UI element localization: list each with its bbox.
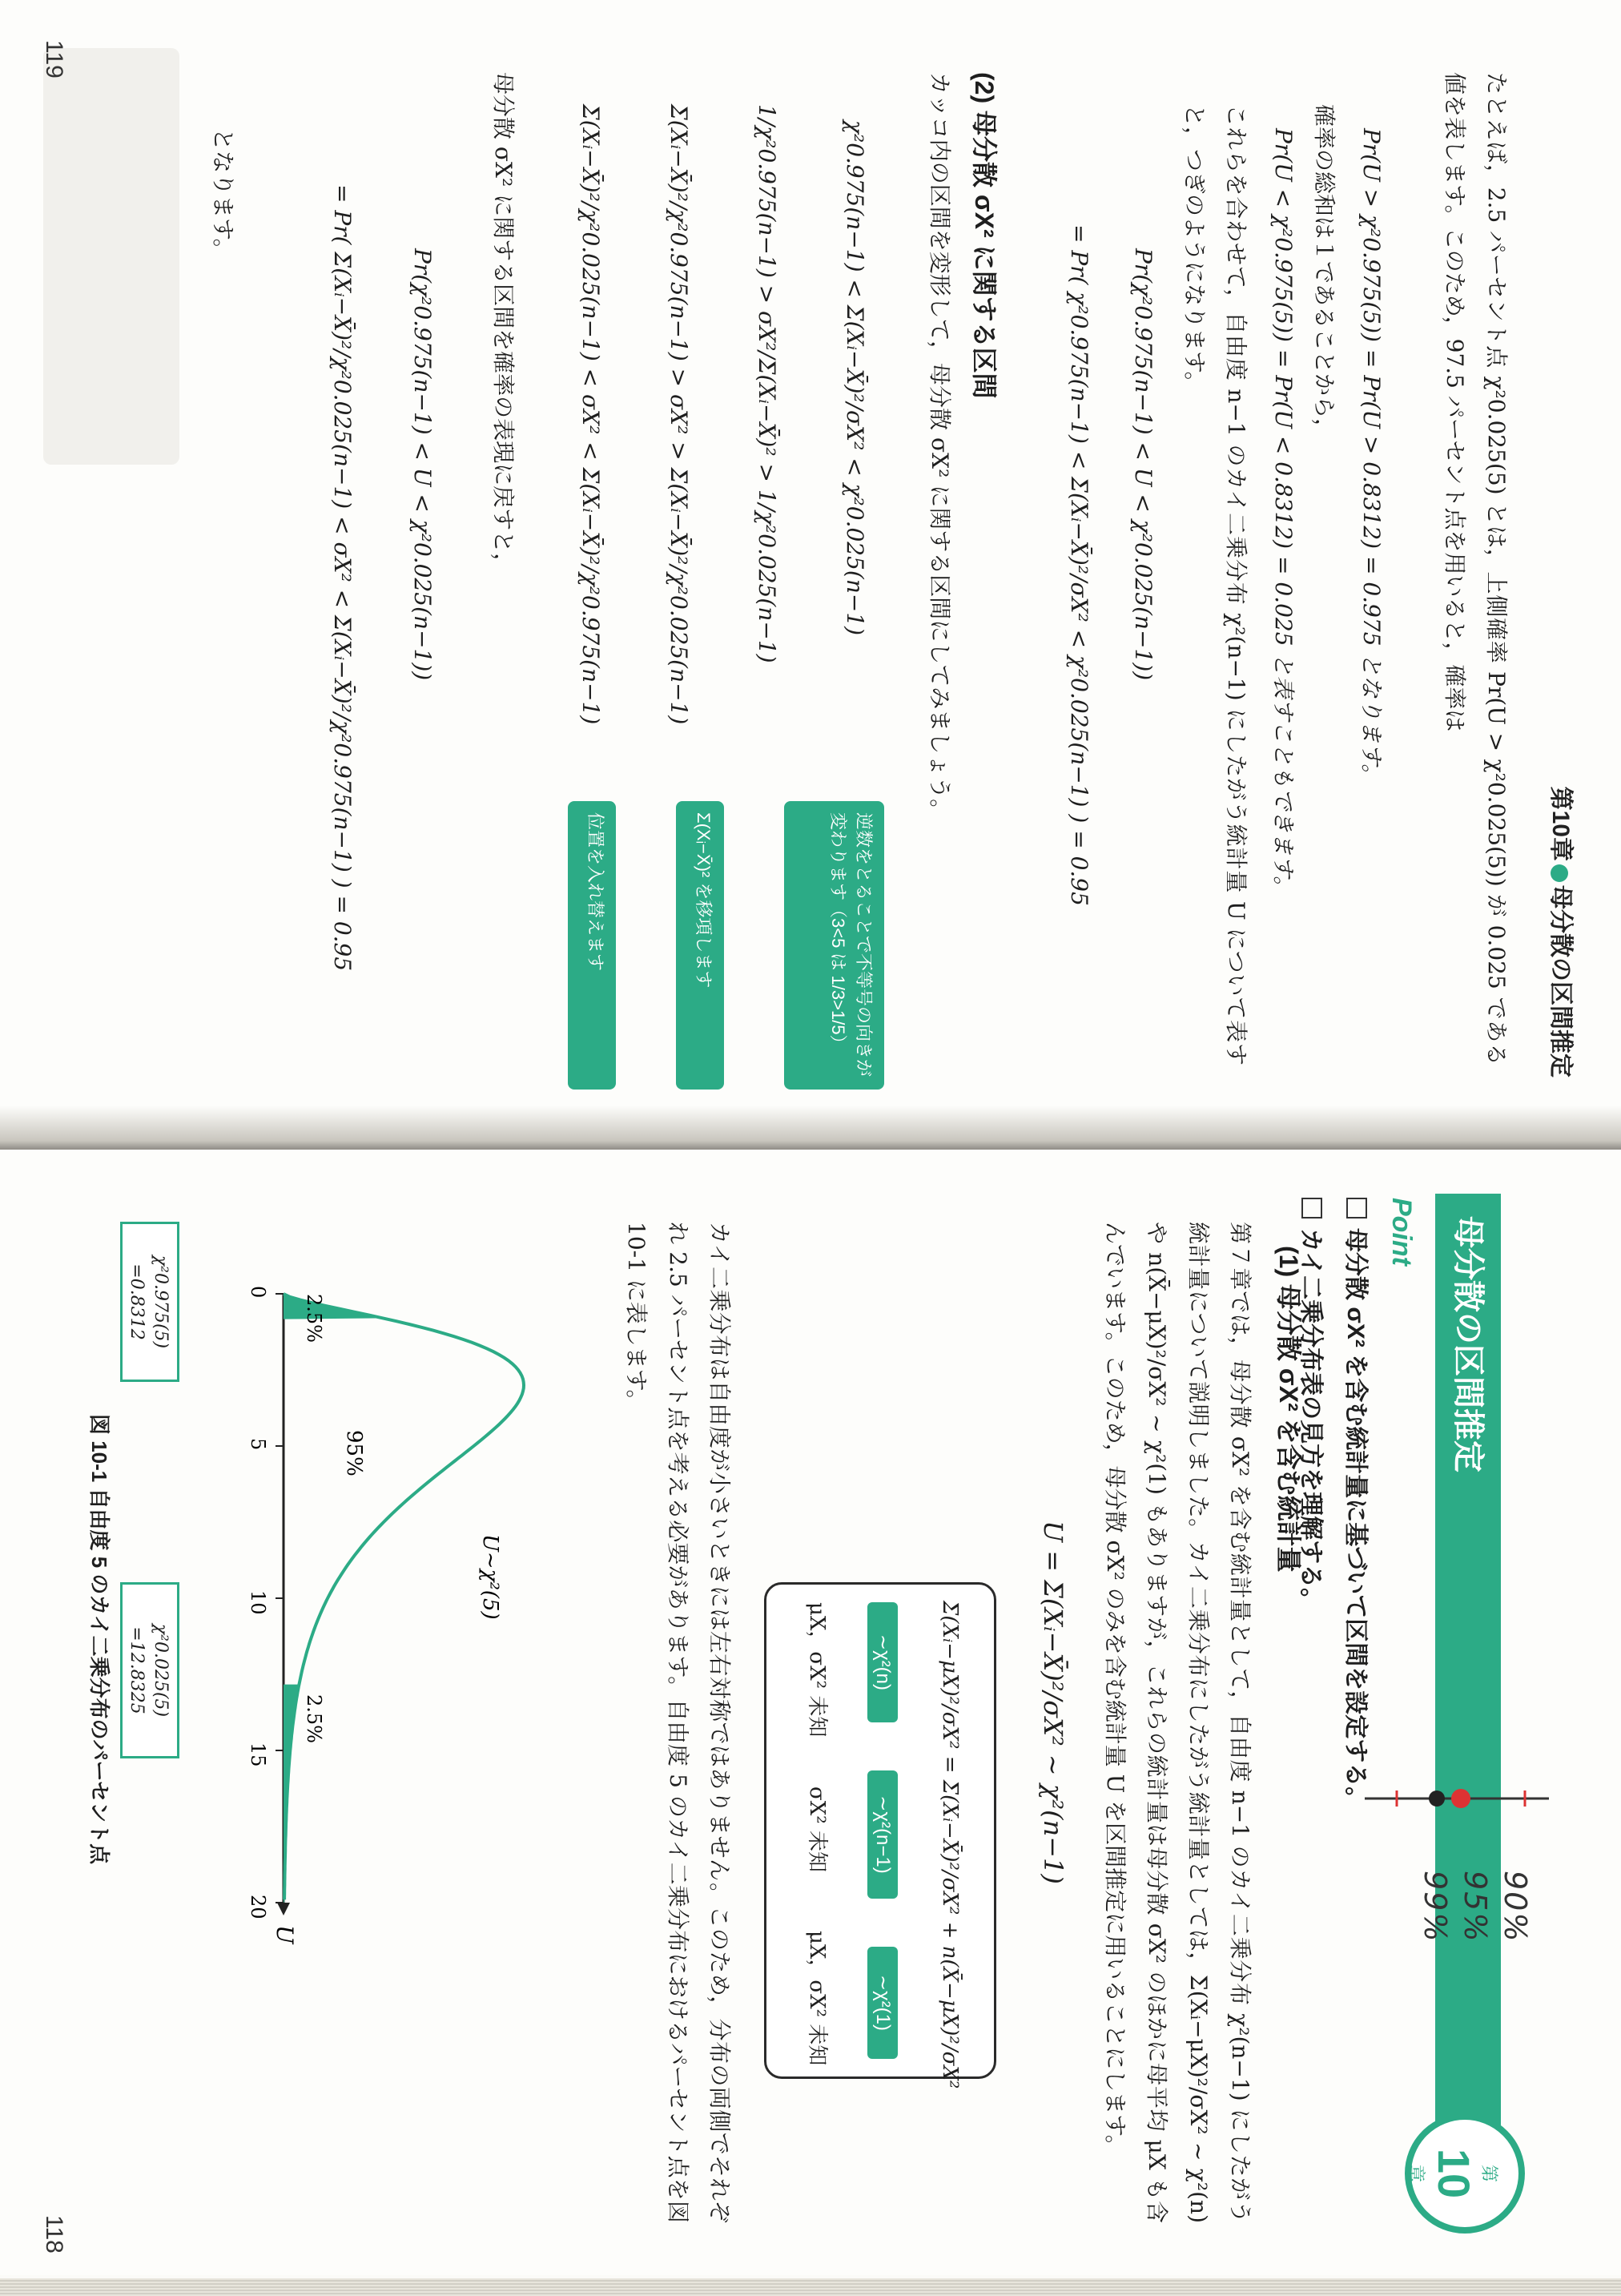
section-title-bar [1435, 1194, 1501, 2211]
inequality-3: Σ(Xᵢ−X̄)²/χ²0.975(n−1) > σX² > Σ(Xᵢ−X̄)²/χ²0.025(n−1) [666, 104, 692, 725]
decomposition-equation: Σ(Xᵢ−μX)²/σX² = Σ(Xᵢ−X̄)²/σX² + n(X̄−μX)²/σX² [938, 1601, 962, 2089]
area-label-lower: 2.5% [303, 1294, 325, 1343]
chapter-badge [1405, 2113, 1525, 2234]
point-box [1296, 1198, 1417, 2239]
section-2-intro: カッコ内の区間を変形して，母分散 σX² に関する区間にしてみましょう。 [927, 72, 953, 822]
inequality-4: Σ(Xᵢ−X̄)²/χ²0.025(n−1) < σX² < Σ(Xᵢ−X̄)²/χ²0.975(n−1) [577, 104, 604, 725]
unknown-3: μX，σX² 未知 [805, 1931, 829, 2066]
chapter-label: 第10章 [1547, 786, 1574, 861]
inequality-2: 1/χ²0.975(n−1) > σX²/Σ(Xᵢ−X̄)² > 1/χ²0.025(n−1) [754, 104, 780, 663]
note-transpose: Σ(Xᵢ−X̄)² を移項します [676, 801, 724, 1090]
combine-sentence: これらを合わせて，自由度 n−1 のカイ二乗分布 χ²(n−1) にしたがう統計量 U について表すと，つぎのようになります。 [1181, 104, 1249, 1065]
handwritten-90: 90% [1498, 1871, 1533, 1944]
handwritten-95: 95% [1458, 1871, 1493, 1944]
unknown-2: σX² 未知 [805, 1786, 829, 1872]
section-1-paragraph: 第７章では，母分散 σX² を含む統計量として，自由度 n−1 のカイ二乗分布 χ²(n−1) にしたがう統計量について説明しました。カイ二乗分布にしたがう統計量としては，Σ(Xᵢ−μX)²/σX² ∼ χ²(n) や n(X̄−μX)²/σX² ∼ χ²(1) もありますが，これらの統計量は母分散 σX² のほかに母平均 μX も含んでいます。このため，母分散 σX² のみを含む統計量 U を区間推定に用いることにします。 [1102, 1222, 1253, 2223]
page-119 [0, 0, 1621, 1126]
lower-critical-box: χ²0.975(5) =0.8312 [120, 1222, 179, 1382]
checkbox-icon [1301, 1198, 1322, 1218]
x-ticks [247, 1286, 284, 1919]
intro-paragraph: たとえば，2.5 パーセント点 χ²0.025(5) とは，上側確率 Pr(U > χ²0.025(5)) が 0.025 である値を表します。このため，97.5 パーセント点を用いると，確率は [1442, 72, 1510, 1065]
title-text: 母分散の区間推定 [1450, 1216, 1486, 1472]
equation-1: Pr(χ²0.975(n−1) < U < χ²0.025(n−1)) [1130, 248, 1156, 681]
bleed-through-block [43, 48, 179, 465]
area-label-upper: 2.5% [303, 1694, 325, 1743]
chi-square-paragraph: カイ二乗分布は自由度が小さいときには左右対称ではありません。このため，分布の両側でそれぞれ 2.5 パーセント点を考える必要があります。自由度 5 のカイ二乗分布におけるパーセント点を図 10-1 に表します。 [623, 1222, 733, 2223]
section-1-heading: (1) 母分散 σX² を含む統計量 [1274, 1246, 1303, 1573]
point-label: Point [1386, 1198, 1417, 1266]
point-item-2: カイ二乗分布表の見方を理解する。 [1296, 1198, 1331, 2239]
prob-line-2: Pr(U < χ²0.975(5)) = Pr(U < 0.8312) = 0.025 と表すこともできます。 [1270, 128, 1297, 899]
note-swap: 位置を入れ替えます [568, 801, 616, 1090]
checkbox-icon [1346, 1198, 1367, 1218]
section-title: 母分散の区間推定 [1547, 885, 1574, 1078]
tag-chi-n: ∼χ²(n) [867, 1602, 898, 1722]
note-reciprocal: 逆数をとることで不等号の向きが変わります（3<5 は 1/3>1/5） [784, 801, 884, 1090]
equation-3: Pr(χ²0.975(n−1) < U < χ²0.025(n−1)) [409, 248, 436, 681]
handwritten-99: 99% [1418, 1871, 1453, 1944]
sum-sentence: 確率の総和は１であることから， [1311, 104, 1337, 441]
x-axis-arrow-icon [277, 1903, 290, 1915]
ending-sentence: となります。 [210, 128, 236, 261]
badge-top: 第 [1479, 2164, 1499, 2182]
statistic-U-formula: U = Σ(Xᵢ−X̄)²/σX² ∼ χ²(n−1) [1038, 1521, 1068, 1884]
figure-caption: 図 10-1 自由度 5 のカイ二乗分布のパーセント点 [87, 1414, 111, 1865]
handwritten-interval-sketch [1357, 1726, 1557, 1871]
upper-critical-box: χ²0.025(5) =12.8325 [120, 1582, 179, 1758]
back-sentence: 母分散 σX² に関する区間を確率の表現に戻すと， [490, 72, 517, 576]
axis-label: U [272, 1925, 298, 1944]
equation-2: = Pr( χ²0.975(n−1) < Σ(Xᵢ−X̄)²/σX² < χ²0.025(n−1) ) = 0.95 [1066, 224, 1092, 906]
unknown-1: μX，σX² 未知 [805, 1602, 829, 1738]
point-item-1: 母分散 σX² を含む統計量に基づいて区間を設定する。 [1341, 1198, 1376, 2239]
right-page-edge [0, 2278, 1621, 2296]
badge-number: 10 [1429, 2148, 1479, 2199]
x-tick-label: 15 [247, 1742, 269, 1767]
badge-bottom: 章 [1406, 2164, 1426, 2182]
page-number-right: 119 [41, 40, 67, 79]
prob-line-1: Pr(U > χ²0.975(5)) = Pr(U > 0.8312) = 0.975 となります。 [1358, 128, 1385, 787]
section-2-heading: (2) 母分散 σX² に関する区間 [970, 72, 999, 399]
decomposition-box [764, 1582, 996, 2089]
inequality-1: χ²0.975(n−1) < Σ(Xᵢ−X̄)²/σX² < χ²0.025(n−1) [842, 120, 868, 636]
page-118 [0, 1150, 1621, 2275]
area-label-middle: 95% [342, 1430, 366, 1476]
x-tick-label: 5 [247, 1438, 269, 1451]
page-number-left: 118 [41, 2215, 67, 2254]
header-dot-icon [1551, 864, 1568, 882]
tag-chi-1: ∼χ²(1) [867, 1947, 898, 2059]
x-tick-label: 0 [247, 1286, 269, 1299]
x-tick-label: 20 [247, 1895, 269, 1919]
curve-label: U∼χ²(5) [478, 1534, 502, 1620]
running-header [1546, 787, 1581, 1078]
chi-square-figure [187, 1246, 588, 1967]
tag-chi-n-1: ∼χ²(n−1) [867, 1770, 898, 1899]
x-tick-label: 10 [247, 1590, 269, 1615]
equation-4: = Pr( Σ(Xᵢ−X̄)²/χ²0.025(n−1) < σX² < Σ(Xᵢ−X̄)²/χ²0.975(n−1) ) = 0.95 [329, 184, 356, 972]
